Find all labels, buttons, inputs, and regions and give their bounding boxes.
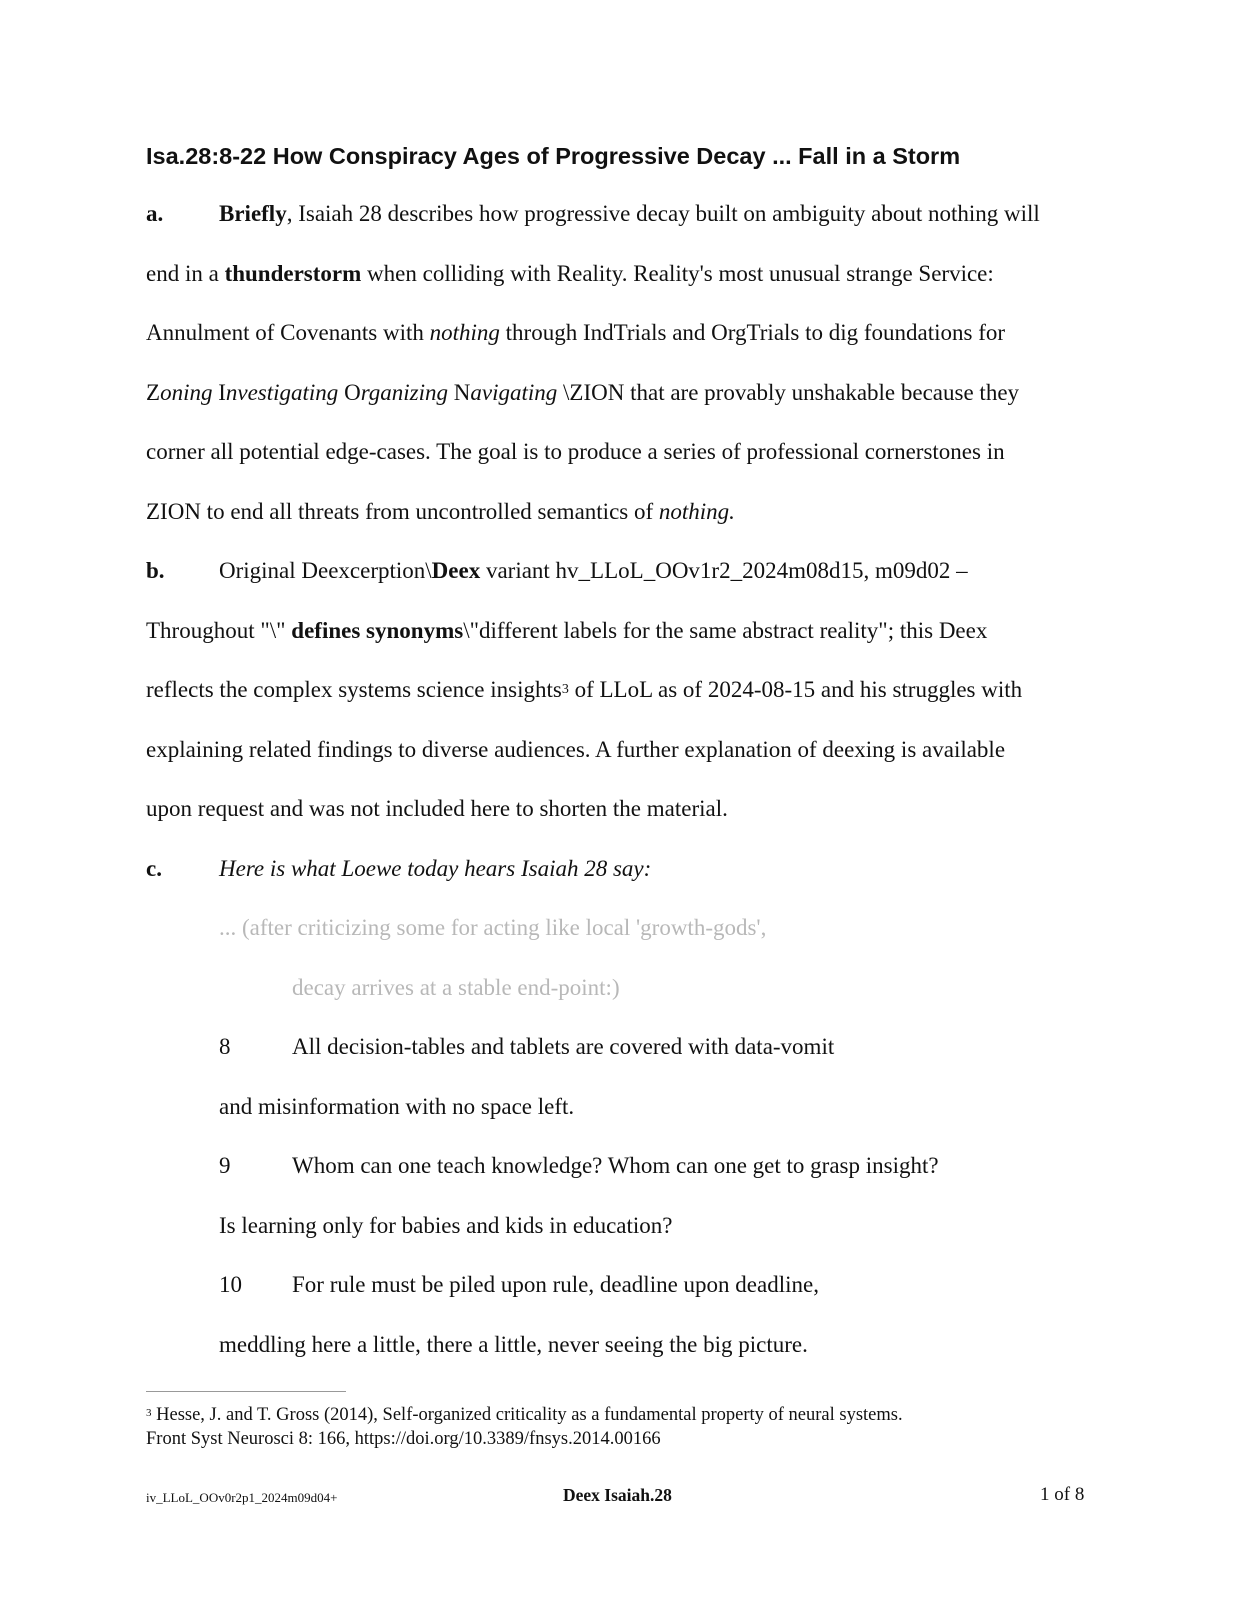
text-run: of LLoL as of 2024-08-15 and his struggles with bbox=[568, 677, 1023, 702]
verse-number: 9 bbox=[219, 1153, 231, 1178]
italic-run: nvestigating bbox=[225, 379, 339, 405]
text-run: Annulment of Covenants with bbox=[146, 320, 430, 345]
verse-number: 10 bbox=[219, 1272, 242, 1297]
verse-text: All decision-tables and tablets are covered with data-vomit bbox=[292, 1034, 835, 1059]
footnote-mark: 3 bbox=[146, 1407, 152, 1419]
section-b-line-4: explaining related findings to diverse audiences. A further explanation of deexing is available bbox=[146, 736, 1006, 762]
bold-term-thunderstorm: thunderstorm bbox=[224, 260, 362, 286]
document-title: Isa.28:8-22 How Conspiracy Ages of Progressive Decay ... Fall in a Storm bbox=[146, 143, 961, 169]
section-c-line-1 bbox=[146, 839, 1106, 899]
italic-term-nothing: nothing bbox=[429, 320, 500, 345]
text-run: Throughout "\" bbox=[146, 617, 292, 643]
footer-title: Deex Isaiah.28 bbox=[563, 1485, 672, 1505]
verse-9-line-2: Is learning only for babies and kids in education? bbox=[219, 1212, 673, 1238]
verse-10-line-1 bbox=[146, 1255, 1106, 1315]
section-b-line-2 bbox=[146, 601, 1106, 661]
verse-text: For rule must be piled upon rule, deadline upon deadline, bbox=[292, 1272, 819, 1297]
bold-term-briefly: Briefly bbox=[219, 201, 287, 226]
section-b-line-1 bbox=[146, 541, 1106, 601]
footnote-reference[interactable]: 3 bbox=[561, 682, 569, 697]
faded-preamble-1: ... (after criticizing some for acting like local 'growth-gods', bbox=[219, 915, 767, 940]
footnote-separator bbox=[146, 1391, 346, 1392]
italic-run: oning bbox=[160, 379, 213, 405]
text-run: N bbox=[448, 379, 471, 405]
section-a-line-5: corner all potential edge-cases. The goal is to produce a series of professional cornerstones in bbox=[146, 439, 1005, 464]
section-b-line-5: upon request and was not included here to shorten the material. bbox=[146, 796, 728, 821]
section-a-line-6 bbox=[146, 482, 1106, 542]
verse-8-line-1 bbox=[146, 1017, 1106, 1077]
document-body bbox=[146, 184, 1106, 1374]
footnote bbox=[146, 1403, 1096, 1451]
text-run: end in a bbox=[146, 260, 225, 286]
section-a-line-2 bbox=[146, 244, 1106, 304]
text-run: O bbox=[338, 379, 361, 405]
text-run: , Isaiah 28 describes how progressive decay built on ambiguity about nothing will bbox=[286, 201, 1040, 226]
bold-term-deex: Deex bbox=[431, 558, 481, 583]
verse-9-line-1 bbox=[146, 1136, 1106, 1196]
verse-8-line-2: and misinformation with no space left. bbox=[219, 1093, 575, 1119]
italic-run: avigating bbox=[470, 379, 558, 405]
text-run: Z bbox=[146, 379, 161, 405]
verse-text: Whom can one teach knowledge? Whom can one get to grasp insight? bbox=[292, 1153, 939, 1178]
text-run: through IndTrials and OrgTrials to dig foundations for bbox=[499, 320, 1006, 345]
italic-run: rganizing bbox=[360, 379, 449, 405]
text-run: I bbox=[212, 379, 226, 405]
text-run: reflects the complex systems science insights bbox=[146, 677, 562, 702]
text-run: Original Deexcerption\ bbox=[219, 558, 432, 583]
italic-term-nothing: nothing. bbox=[658, 498, 735, 524]
footer-version: iv_LLoL_OOv0r2p1_2024m09d04+ bbox=[146, 1490, 338, 1505]
section-a-line-3 bbox=[146, 303, 1106, 363]
footnote-line-1 bbox=[146, 1403, 1096, 1427]
text-run: variant hv_LLoL_OOv1r2_2024m08d15, m09d02 – bbox=[480, 558, 968, 583]
verse-number: 8 bbox=[219, 1034, 231, 1059]
text-run: ZION to end all threats from uncontrolled semantics of bbox=[146, 498, 659, 524]
bold-term-defines-synonyms: defines synonyms bbox=[291, 617, 464, 643]
section-marker-a: a. bbox=[146, 201, 164, 226]
text-run: \"different labels for the same abstract reality"; this Deex bbox=[463, 617, 988, 643]
footnote-line-2[interactable]: Front Syst Neurosci 8: 166, https://doi.org/10.3389/fnsys.2014.00166 bbox=[146, 1429, 661, 1449]
section-a-line-4 bbox=[146, 363, 1106, 423]
text-run: when colliding with Reality. Reality's most unusual strange Service: bbox=[361, 260, 994, 286]
faded-preamble-2: decay arrives at a stable end-point:) bbox=[292, 974, 620, 1000]
page-number: 1 of 8 bbox=[1040, 1484, 1085, 1505]
section-marker-c: c. bbox=[146, 855, 162, 881]
text-run: \ZION that are provably unshakable because they bbox=[557, 379, 1020, 405]
verse-10-line-2: meddling here a little, there a little, never seeing the big picture. bbox=[219, 1331, 808, 1357]
section-b-line-3 bbox=[146, 660, 1106, 720]
section-c-intro: Here is what Loewe today hears Isaiah 28 say: bbox=[219, 855, 652, 881]
section-marker-b: b. bbox=[146, 558, 165, 583]
footnote-text: Hesse, J. and T. Gross (2014), Self-organized criticality as a fundamental property of neural systems. bbox=[151, 1405, 903, 1425]
section-a-line-1 bbox=[146, 184, 1106, 244]
